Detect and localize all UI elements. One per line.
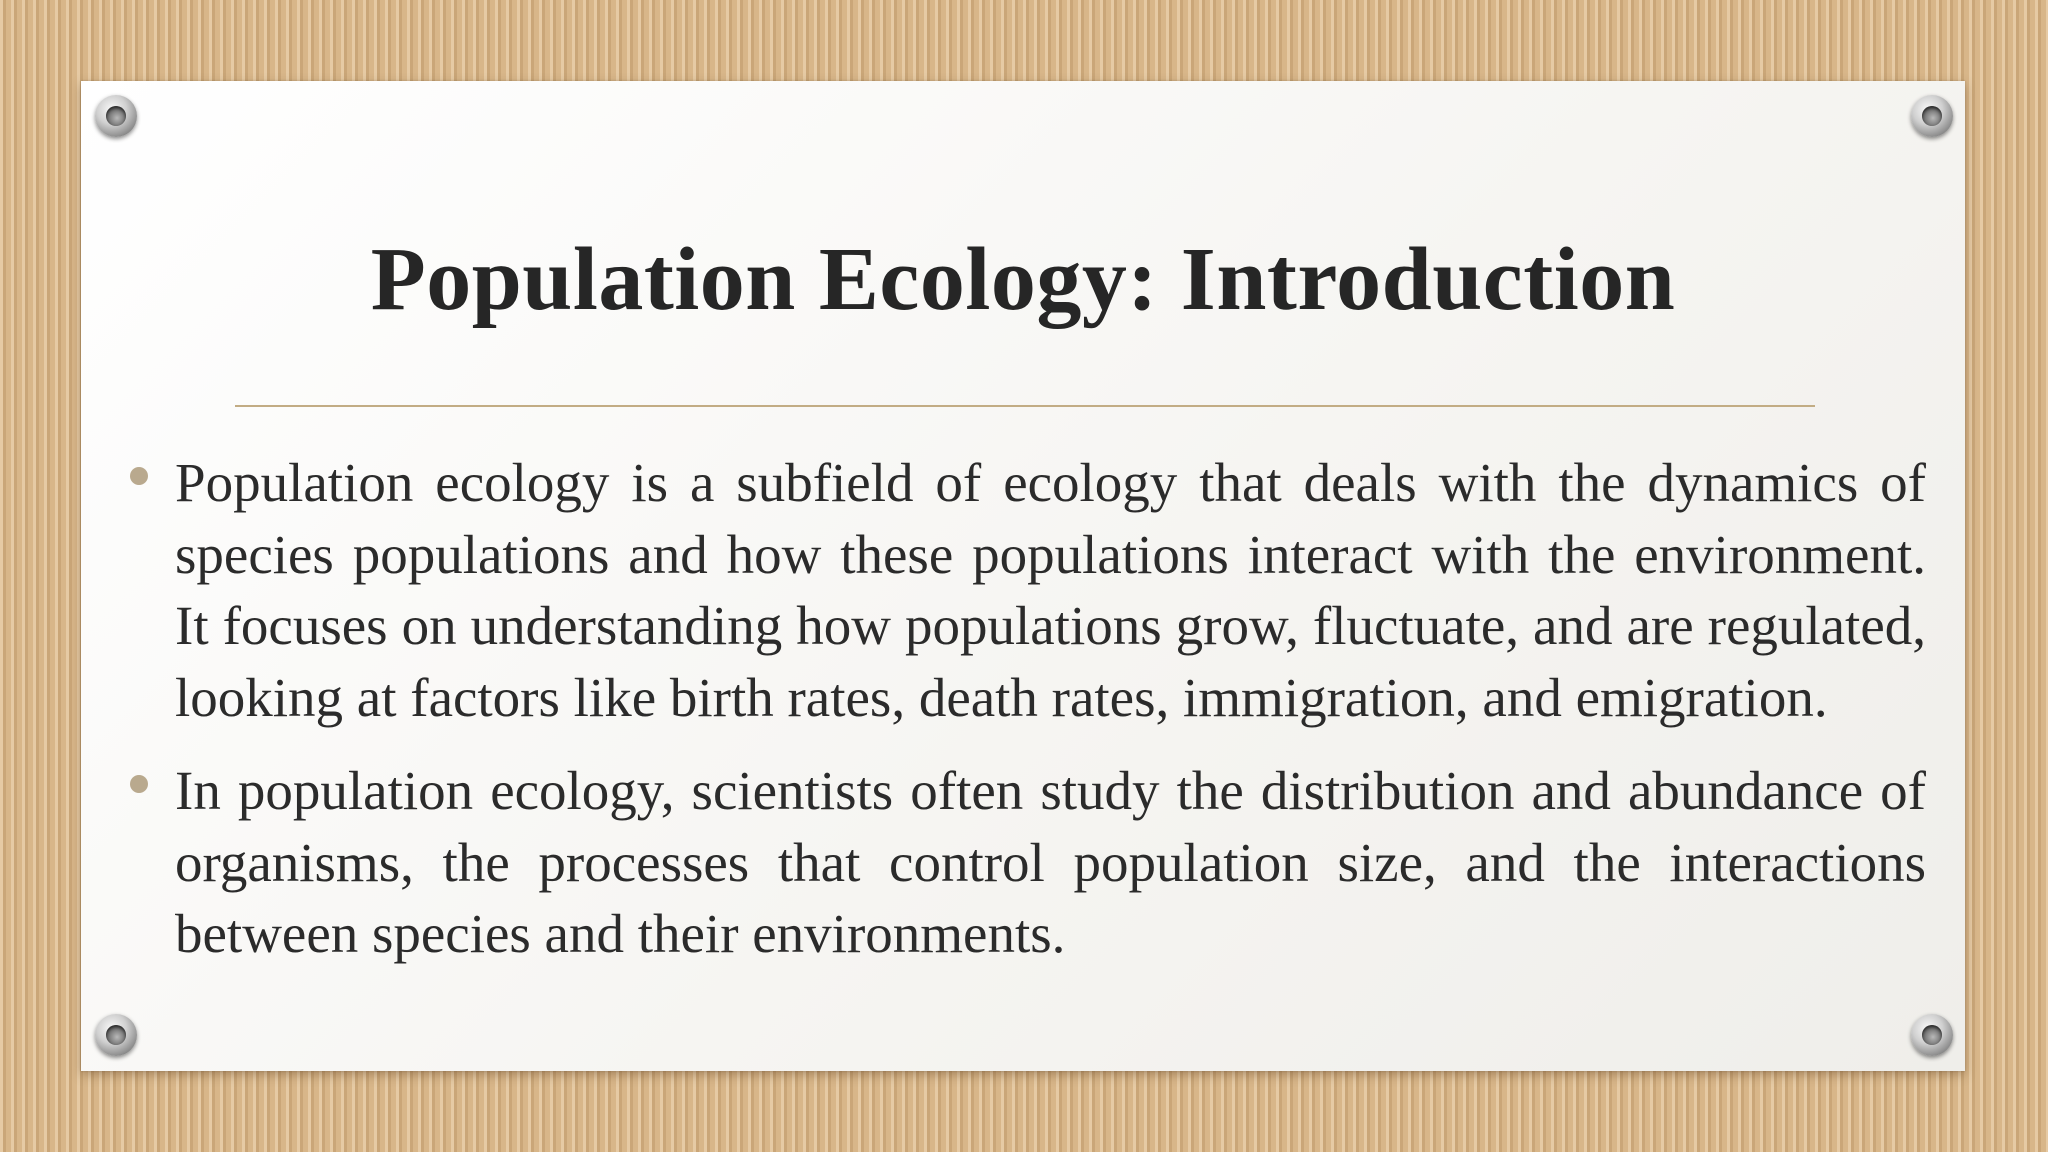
bullet-dot-icon [130, 775, 148, 793]
title-divider [235, 405, 1815, 407]
bullet-text: Population ecology is a subfield of ecology that deals with the dynamics of species populations and how these populations interact with the environment. It focuses on understanding how populations grow, fluctuate, and are regulated, looking at factors like birth rates, death rates, immigration, and emigration. [175, 452, 1926, 728]
bullet-text: In population ecology, scientists often study the distribution and abundance of organisms, the processes that control population size, and the interactions between species and their environments. [175, 760, 1926, 964]
bullet-dot-icon [130, 467, 148, 485]
grommet-bottom-left-icon [95, 1014, 137, 1056]
slide-title: Population Ecology: Introduction [370, 230, 1676, 329]
bullet-list [130, 447, 1926, 992]
grommet-bottom-right-icon [1911, 1014, 1953, 1056]
bullet-item [130, 447, 1926, 733]
grommet-top-right-icon [1911, 95, 1953, 137]
bullet-item [130, 755, 1926, 970]
grommet-top-left-icon [95, 95, 137, 137]
